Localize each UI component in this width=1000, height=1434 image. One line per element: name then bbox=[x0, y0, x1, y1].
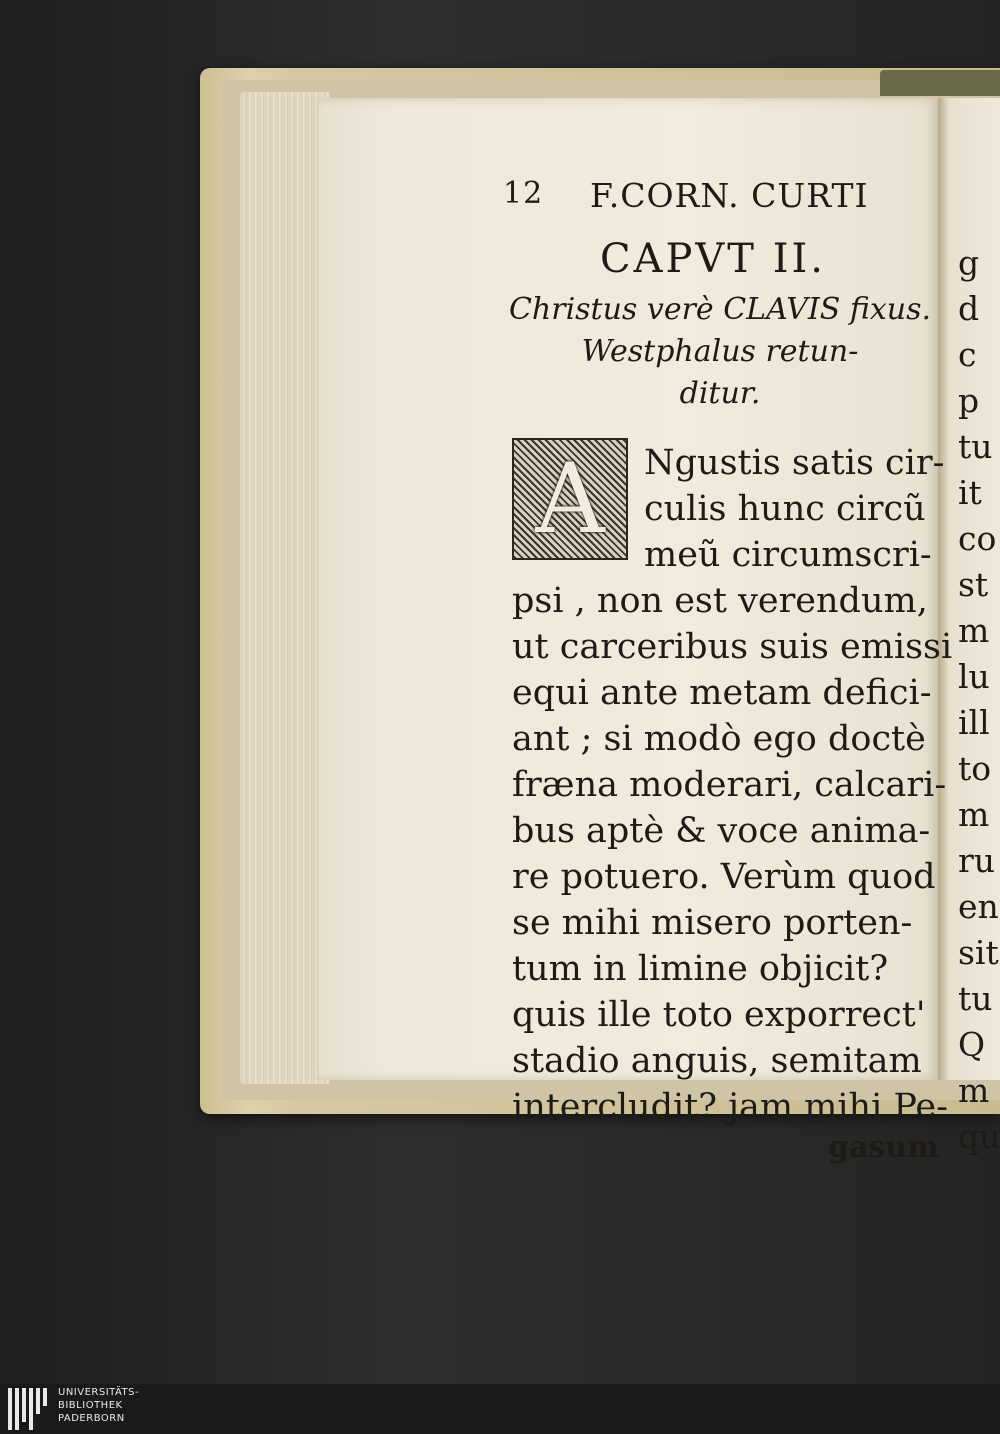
body-line: bus aptè & voce anima- bbox=[512, 811, 931, 851]
body-line: meũ circumscri- bbox=[644, 535, 932, 575]
library-footer bbox=[0, 1384, 1000, 1434]
decorated-initial bbox=[512, 438, 628, 560]
library-name bbox=[58, 1386, 139, 1425]
facing-letter: Q bbox=[958, 1025, 986, 1064]
facing-letter: tu bbox=[958, 427, 993, 466]
facing-letter: it bbox=[958, 473, 982, 512]
body-line: se mihi misero porten- bbox=[512, 903, 913, 943]
chapter-subtitle-line-2: Westphalus retun- bbox=[581, 334, 859, 369]
body-line: culis hunc circũ bbox=[644, 489, 926, 529]
body-line: ant ; si modò ego doctè bbox=[512, 719, 926, 759]
facing-letter: sit bbox=[958, 933, 999, 972]
library-logo-icon bbox=[8, 1388, 48, 1430]
facing-letter: p bbox=[958, 381, 980, 420]
facing-letter: d bbox=[958, 289, 980, 328]
facing-letter: ill bbox=[958, 703, 990, 742]
page-edges bbox=[240, 92, 330, 1084]
facing-letter: c bbox=[958, 335, 977, 374]
chapter-subtitle-line-3: ditur. bbox=[679, 376, 761, 411]
body-line: psi , non est verendum, bbox=[512, 581, 928, 621]
body-line: re potuero. Verùm quod bbox=[512, 857, 936, 897]
chapter-subtitle-line-1: Christus verè CLAVIS fixus. bbox=[508, 292, 932, 327]
facing-letter: en bbox=[958, 887, 999, 926]
library-name-line: BIBLIOTHEK bbox=[58, 1400, 123, 1411]
page-number: 12 bbox=[503, 176, 544, 211]
facing-letter: lu bbox=[958, 657, 990, 696]
facing-letter: ru bbox=[958, 841, 996, 880]
body-line: intercludit? jam mihi Pe- bbox=[512, 1087, 948, 1127]
facing-letter: to bbox=[958, 749, 992, 788]
facing-letter: st bbox=[958, 565, 989, 604]
initial-letter: A bbox=[535, 443, 605, 555]
facing-letter: m bbox=[958, 795, 990, 834]
facing-letter: tu bbox=[958, 979, 993, 1018]
facing-letter: co bbox=[958, 519, 997, 558]
library-name-line: UNIVERSITÄTS- bbox=[58, 1387, 140, 1398]
body-line: stadio anguis, semitam bbox=[512, 1041, 922, 1081]
body-line: quis ille toto exporrect' bbox=[512, 995, 926, 1035]
body-line: fræna moderari, calcari- bbox=[512, 765, 947, 805]
facing-page-text bbox=[958, 240, 1000, 1160]
body-line: Ngustis satis cir- bbox=[644, 443, 945, 483]
facing-letter: m bbox=[958, 611, 990, 650]
library-name-line: PADERBORN bbox=[58, 1413, 125, 1424]
running-head: F.CORN. CURTI bbox=[590, 176, 869, 215]
facing-letter: m bbox=[958, 1071, 990, 1110]
book-spine bbox=[880, 70, 1000, 96]
chapter-heading: CAPVT II. bbox=[600, 236, 827, 282]
body-line: ut carceribus suis emissi bbox=[512, 627, 953, 667]
facing-letter: qu bbox=[958, 1117, 1000, 1156]
catchword: gasum bbox=[828, 1130, 939, 1165]
body-line: equi ante metam defici- bbox=[512, 673, 932, 713]
facing-letter: g bbox=[958, 243, 980, 282]
body-line: tum in limine objicit? bbox=[512, 949, 889, 989]
